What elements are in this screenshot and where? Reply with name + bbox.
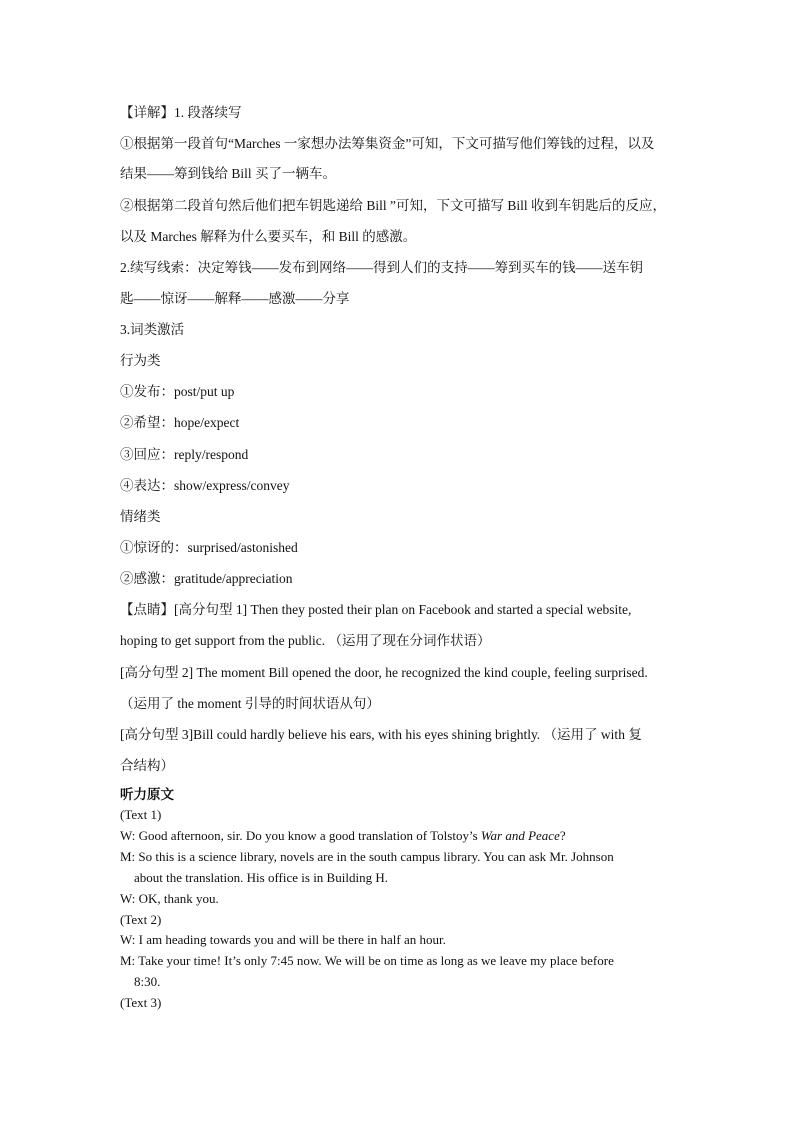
sentence3-line2: 合结构） [120,758,174,773]
text1-woman-line2: W: OK, thank you. [120,891,219,906]
sentence1-text: [高分句型 1] Then they posted their plan on Facebook and started a special website, [174,602,632,617]
text1-man-line1: M: So this is a science library, novels are in the south campus library. You can ask Mr. Johnson [120,849,614,864]
sentence1-line2: hoping to get support from the public. （运用了现在分词作状语） [120,633,491,648]
detail-head-label: 【详解】 [120,105,174,120]
text3-label: (Text 3) [120,995,162,1010]
text1-woman-text: W: Good afternoon, sir. Do you know a good translation of Tolstoy’s [120,828,481,843]
sentence3-line1: [高分句型 3]Bill could hardly believe his ears, with his eyes shining brightly. （运用了 with 复 [120,727,642,742]
text1-woman-line [120,827,680,845]
text2-label: (Text 2) [120,912,162,927]
sentence1-line1 [120,601,680,619]
detail-heading [120,104,680,122]
behavior-item: ②希望：hope/expect [120,415,240,430]
transcript-title: 听力原文 [120,787,174,802]
sentence2-line1: [高分句型 2] The moment Bill opened the door, he recognized the kind couple, feeling surprised. [120,665,648,680]
paragraph1-line1: ①根据第一段首句“Marches 一家想办法筹集资金”可知，下文可描写他们筹钱的过程，以及 [120,136,655,151]
behavior-item: ③回应：reply/respond [120,447,249,462]
clue-line2: 匙——惊讶——解释——感激——分享 [120,291,350,306]
text2-woman-line: W: I am heading towards you and will be there in half an hour. [120,932,446,947]
paragraph2-line2: 以及 Marches 解释为什么要买车，和 Bill 的感激。 [120,229,417,244]
book-title: War and Peace [480,828,560,843]
text1-label: (Text 1) [120,807,162,822]
paragraph1-line2: 结果——筹到钱给 Bill 买了一辆车。 [120,166,337,181]
detail-head-rest: 1. 段落续写 [174,105,242,120]
clue-line1: 2.续写线索：决定筹钱——发布到网络——得到人们的支持——筹到买车的钱——送车钥 [120,260,644,275]
text2-man-line1: M: Take your time! It’s only 7:45 now. We will be on time as long as we leave my place before [120,953,614,968]
behavior-item: ①发布：post/put up [120,384,235,399]
behavior-item: ④表达：show/express/convey [120,478,290,493]
paragraph2-line1: ②根据第二段首句然后他们把车钥匙递给 Bill ”可知，下文可描写 Bill 收到车钥匙后的反应， [120,198,667,213]
emotion-title: 情绪类 [120,509,161,524]
highlight-head-label: 【点睛】 [120,602,174,617]
emotion-item: ①惊讶的：surprised/astonished [120,540,298,555]
sentence2-line2: （运用了 the moment 引导的时间状语从句） [120,696,380,711]
text1-man-line2: about the translation. His office is in Building H. [134,870,388,885]
behavior-title: 行为类 [120,353,161,368]
emotion-item: ②感激：gratitude/appreciation [120,571,293,586]
text1-woman-end: ? [559,828,566,843]
vocab-title: 3.词类激活 [120,322,185,337]
text2-man-line2: 8:30. [134,974,161,989]
